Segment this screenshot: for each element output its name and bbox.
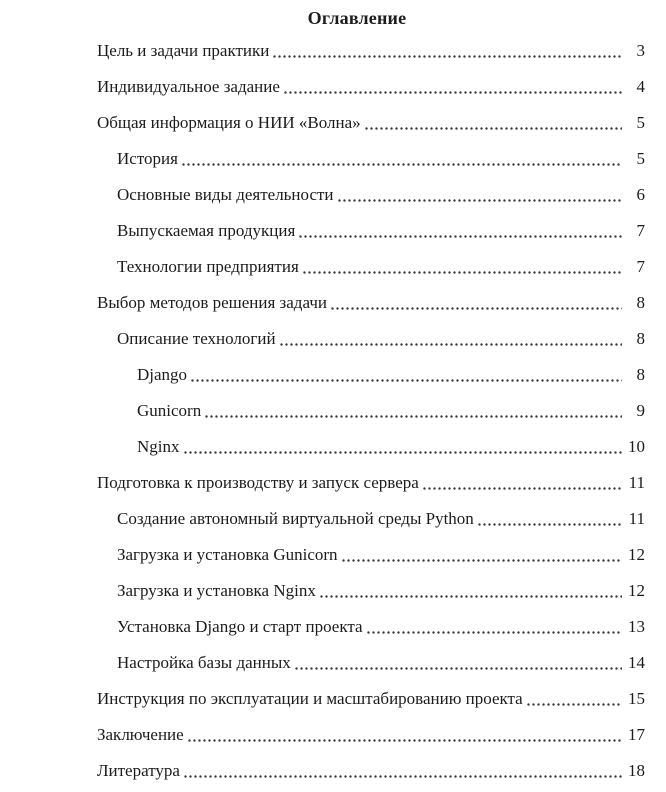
toc-entry-page-number: 14 (628, 653, 645, 672)
toc-entry-page-number: 13 (628, 617, 645, 636)
toc-entry-label: Заключение (97, 725, 184, 744)
toc-entry[interactable] (97, 537, 645, 573)
toc-entry-label: Технологии предприятия (117, 257, 299, 276)
dotted-leader (187, 739, 622, 742)
toc-entry-label: Основные виды деятельности (117, 185, 334, 204)
toc-entry-page-number: 8 (636, 329, 645, 348)
page-title: Оглавление (307, 8, 407, 28)
table-of-contents (97, 33, 645, 789)
toc-entry-label: Литература (97, 761, 180, 780)
toc-entry[interactable] (97, 105, 645, 141)
toc-entry[interactable] (97, 213, 645, 249)
toc-entry-label: Установка Django и старт проекта (117, 617, 363, 636)
toc-entry-page-number: 9 (636, 401, 645, 420)
toc-entry[interactable] (97, 645, 645, 681)
toc-entry[interactable] (97, 717, 645, 753)
toc-entry[interactable] (97, 753, 645, 789)
toc-entry[interactable] (97, 681, 645, 717)
toc-entry[interactable] (97, 393, 645, 429)
toc-entry[interactable] (97, 501, 645, 537)
toc-entry-page-number: 15 (628, 689, 645, 708)
toc-entry-label: Загрузка и установка Nginx (117, 581, 316, 600)
toc-entry[interactable] (97, 429, 645, 465)
toc-entry-page-number: 7 (636, 221, 645, 240)
dotted-leader (526, 703, 622, 706)
toc-entry-page-number: 3 (636, 41, 645, 60)
toc-entry-page-number: 10 (628, 437, 645, 456)
toc-entry-page-number: 11 (628, 473, 645, 492)
toc-entry-label: Подготовка к производству и запуск сервера (97, 473, 419, 492)
dotted-leader (341, 559, 622, 562)
toc-entry[interactable] (97, 141, 645, 177)
dotted-leader (183, 775, 622, 778)
toc-entry[interactable] (97, 321, 645, 357)
toc-entry-label: Django (137, 365, 188, 384)
dotted-leader (279, 343, 622, 346)
toc-entry-label: Цель и задачи практики (97, 41, 270, 60)
toc-entry-label: Выбор методов решения задачи (97, 293, 327, 312)
toc-entry[interactable] (97, 177, 645, 213)
toc-entry-label: Инструкция по эксплуатации и масштабированию проекта (97, 689, 523, 708)
toc-entry-label: Выпускаемая продукция (117, 221, 296, 240)
toc-entry-page-number: 8 (636, 365, 645, 384)
toc-entry-page-number: 5 (636, 113, 645, 132)
dotted-leader (283, 91, 622, 94)
toc-entry-page-number: 4 (636, 77, 645, 96)
dotted-leader (366, 631, 622, 634)
toc-entry[interactable] (97, 33, 645, 69)
toc-entry-label: Gunicorn (137, 401, 202, 420)
dotted-leader (422, 487, 622, 490)
toc-entry-page-number: 17 (628, 725, 645, 744)
toc-entry-label: Создание автономный виртуальной среды Python (117, 509, 474, 528)
dotted-leader (181, 163, 622, 166)
toc-entry[interactable] (97, 465, 645, 501)
toc-entry[interactable] (97, 573, 645, 609)
dotted-leader (477, 523, 622, 526)
toc-entry-label: Описание технологий (117, 329, 276, 348)
toc-entry-page-number: 6 (636, 185, 645, 204)
dotted-leader (319, 595, 622, 598)
dotted-leader (272, 55, 622, 58)
toc-entry-label: Загрузка и установка Gunicorn (117, 545, 338, 564)
toc-entry[interactable] (97, 249, 645, 285)
toc-entry[interactable] (97, 609, 645, 645)
toc-entry-label: Настройка базы данных (117, 653, 291, 672)
dotted-leader (330, 307, 622, 310)
toc-entry-page-number: 5 (636, 149, 645, 168)
toc-entry[interactable] (97, 69, 645, 105)
toc-entry-page-number: 12 (628, 545, 645, 564)
dotted-leader (190, 379, 622, 382)
toc-entry-label: Индивидуальное задание (97, 77, 280, 96)
toc-entry-page-number: 8 (636, 293, 645, 312)
toc-entry[interactable] (97, 357, 645, 393)
toc-entry-page-number: 12 (628, 581, 645, 600)
toc-entry-label: Nginx (137, 437, 180, 456)
dotted-leader (302, 271, 622, 274)
toc-entry-page-number: 11 (628, 509, 645, 528)
toc-entry-label: Общая информация о НИИ «Волна» (97, 113, 361, 132)
dotted-leader (204, 415, 622, 418)
dotted-leader (294, 667, 622, 670)
toc-entry[interactable] (97, 285, 645, 321)
toc-entry-page-number: 7 (636, 257, 645, 276)
toc-entry-label: История (117, 149, 178, 168)
dotted-leader (298, 235, 622, 238)
dotted-leader (183, 451, 623, 454)
dotted-leader (364, 127, 622, 130)
toc-entry-page-number: 18 (628, 761, 645, 780)
dotted-leader (337, 199, 622, 202)
